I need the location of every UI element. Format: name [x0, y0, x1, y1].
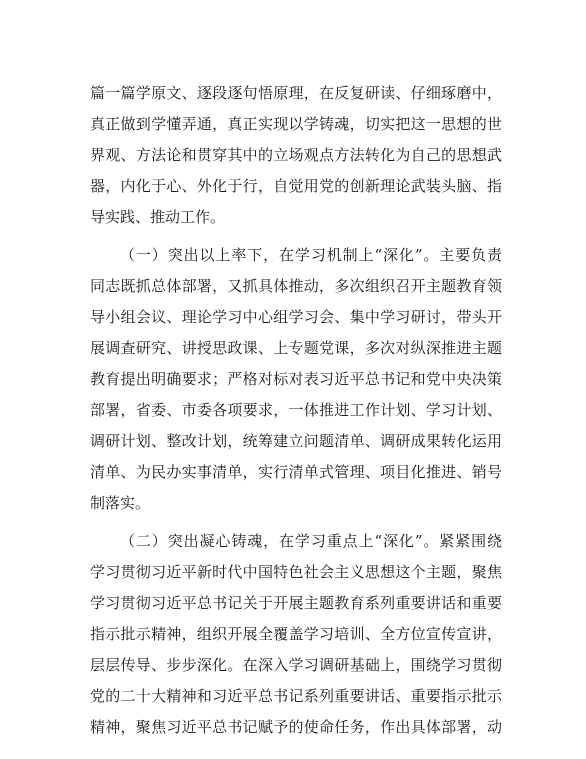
- text-line: 指示批示精神，组织开展全覆盖学习培训、全方位宣传宣讲，: [90, 625, 502, 643]
- text-line: 导实践、推动工作。: [90, 208, 226, 226]
- text-line: 学习贯彻习近平总书记关于开展主题教育系列重要讲话和重要: [90, 594, 502, 612]
- text-line: 导小组会议、理论学习中心组学习会、集中学习研讨，带头开: [90, 308, 502, 326]
- paragraph-spacer: [90, 233, 502, 240]
- text-line: 同志既抓总体部署，又抓具体推动，多次组织召开主题教育领: [90, 277, 502, 295]
- text-line: 界观、方法论和贯穿其中的立场观点方法转化为自己的思想武: [90, 146, 502, 164]
- text-line: 党的二十大精神和习近平总书记系列重要讲话、重要指示批示: [90, 687, 502, 705]
- paragraph-1: [90, 78, 502, 233]
- text-line: 真正做到学懂弄通，真正实现以学铸魂，切实把这一思想的世: [90, 115, 502, 133]
- document-body: [90, 78, 502, 743]
- text-line: 清单、为民办实事清单，实行清单式管理、项目化推进、销号: [90, 463, 502, 481]
- text-line: （二）突出凝心铸魂，在学习重点上“深化”。紧紧围绕: [120, 532, 502, 550]
- text-line: 学习贯彻习近平新时代中国特色社会主义思想这个主题，聚焦: [90, 563, 502, 581]
- text-line: 制落实。: [90, 494, 151, 512]
- text-line: （一）突出以上率下，在学习机制上“深化”。主要负责: [120, 246, 502, 264]
- text-line: 展调查研究、讲授思政课、上专题党课，多次对纵深推进主题: [90, 339, 502, 357]
- text-line: 部署，省委、市委各项要求，一体推进工作计划、学习计划、: [90, 401, 502, 419]
- text-line: 层层传导、步步深化。在深入学习调研基础上，围绕学习贯彻: [90, 656, 502, 674]
- text-line: 调研计划、整改计划，统筹建立问题清单、调研成果转化运用: [90, 432, 502, 450]
- text-line: 篇一篇学原文、逐段逐句悟原理，在反复研读、仔细琢磨中，: [90, 84, 502, 102]
- paragraph-spacer: [90, 519, 502, 526]
- text-line: 教育提出明确要求；严格对标对表习近平总书记和党中央决策: [90, 370, 502, 388]
- text-line: 器，内化于心、外化于行，自觉用党的创新理论武装头脑、指: [90, 177, 502, 195]
- text-line: 精神，聚焦习近平总书记赋予的使命任务，作出具体部署，动: [90, 718, 502, 736]
- paragraph-3: [90, 526, 502, 743]
- paragraph-2: [90, 240, 502, 519]
